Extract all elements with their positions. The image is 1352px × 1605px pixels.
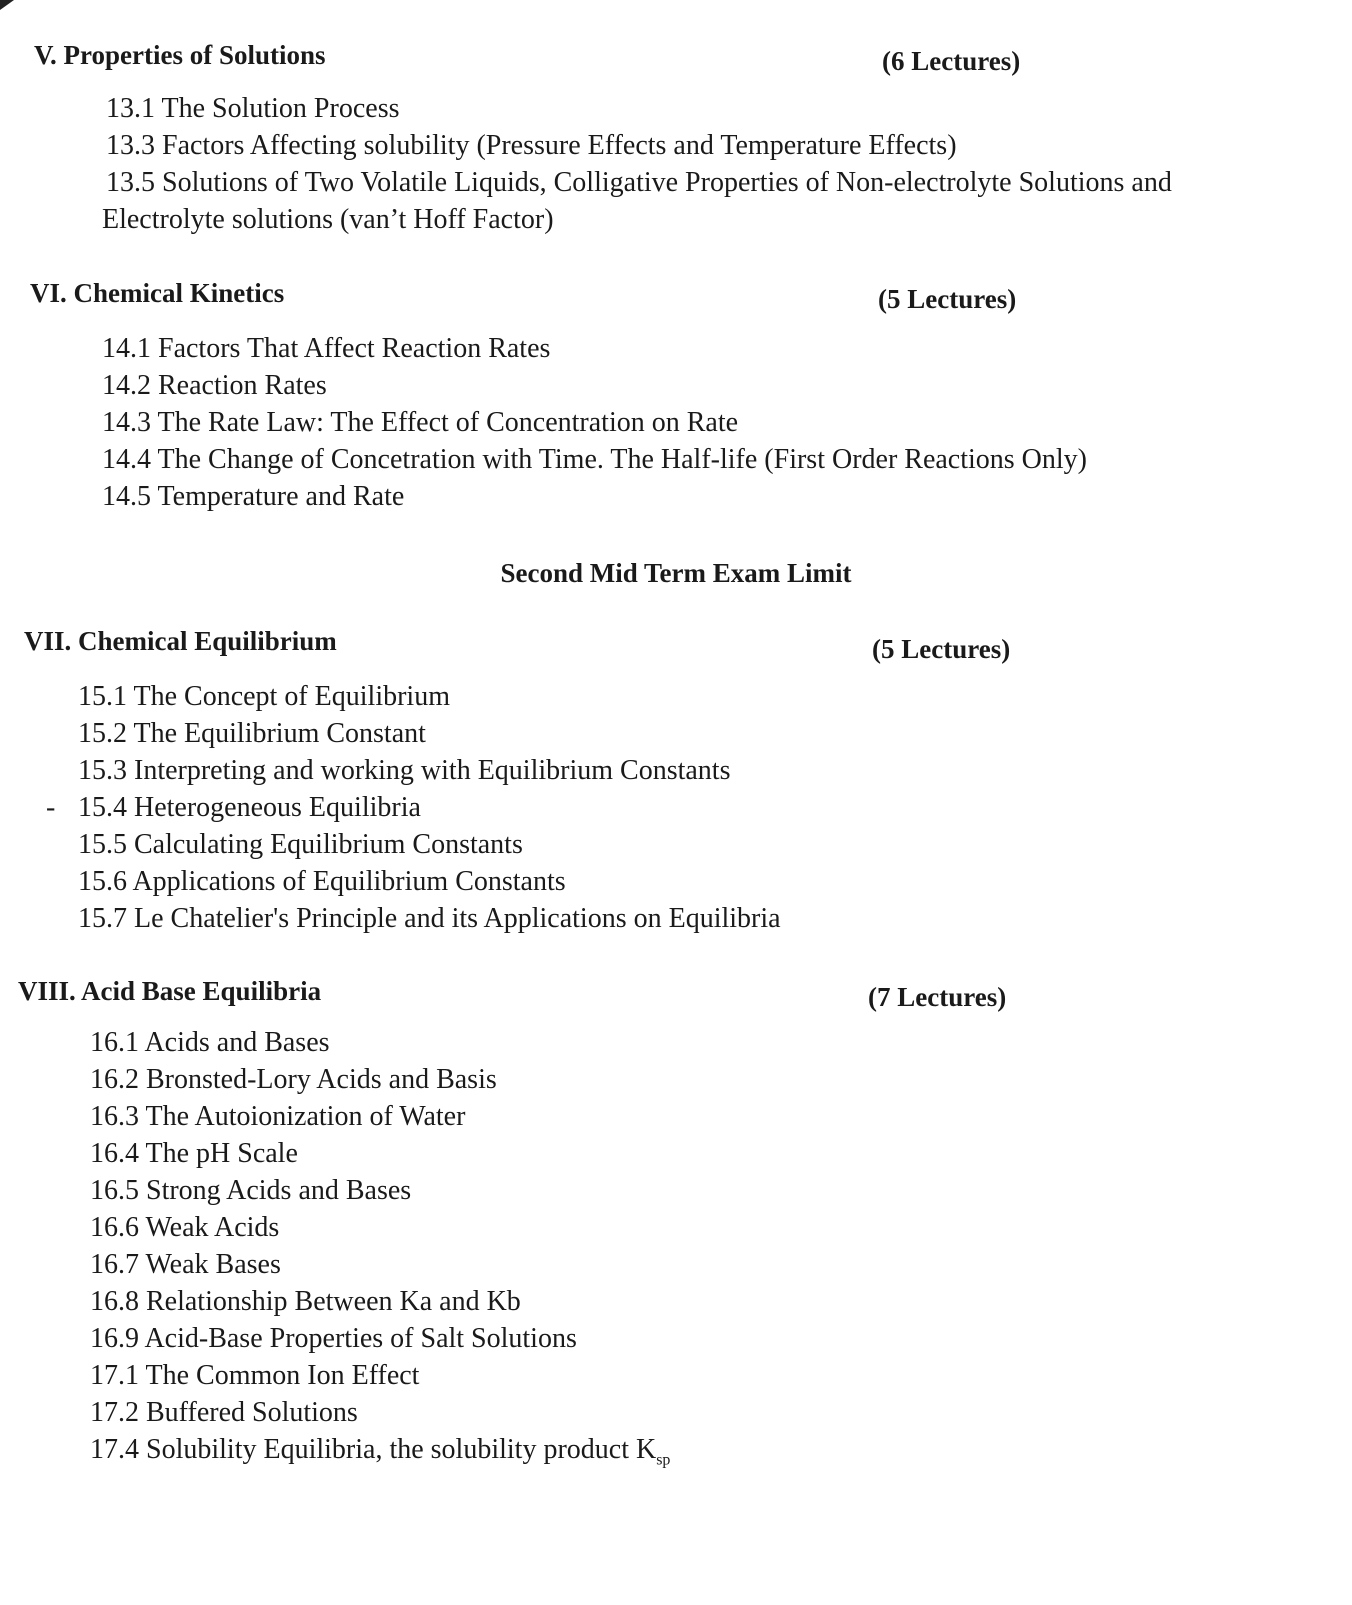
- topic-list: [90, 1024, 670, 1479]
- list-item: 15.3 Interpreting and working with Equilibrium Constants: [78, 755, 731, 786]
- dash-mark: -: [46, 792, 56, 823]
- list-item: 17.1 The Common Ion Effect: [90, 1360, 420, 1391]
- list-item: 14.5 Temperature and Rate: [102, 481, 405, 512]
- list-item: [102, 164, 1336, 238]
- topic-list: [102, 90, 1336, 238]
- list-item: 13.3 Factors Affecting solubility (Pressure Effects and Temperature Effects): [106, 130, 957, 161]
- section-title: V. Properties of Solutions: [34, 40, 326, 70]
- list-item: 15.5 Calculating Equilibrium Constants: [78, 829, 523, 860]
- list-item: 16.9 Acid-Base Properties of Salt Solutions: [90, 1323, 577, 1354]
- lecture-count: (6 Lectures): [882, 46, 1021, 76]
- list-item: 16.3 The Autoionization of Water: [90, 1101, 466, 1132]
- list-item: 13.1 The Solution Process: [106, 93, 400, 124]
- list-item-text: 17.4 Solubility Equilibria, the solubility product K: [90, 1434, 657, 1465]
- list-item-text: 13.5 Solutions of Two Volatile Liquids, Colligative Properties of Non-electrolyte Solutions and: [106, 167, 1172, 198]
- list-item: 14.4 The Change of Concetration with Time. The Half-life (First Order Reactions Only): [102, 444, 1088, 475]
- list-item: 15.2 The Equilibrium Constant: [78, 718, 426, 749]
- section-title: VIII. Acid Base Equilibria: [18, 976, 322, 1006]
- list-item: 16.8 Relationship Between Ka and Kb: [90, 1286, 521, 1317]
- list-item-continuation: Electrolyte solutions (van’t Hoff Factor): [102, 204, 554, 235]
- ksp-subscript: sp: [656, 1451, 671, 1469]
- list-item: 16.7 Weak Bases: [90, 1249, 281, 1280]
- lecture-count: (7 Lectures): [868, 982, 1007, 1012]
- list-item: 14.2 Reaction Rates: [102, 370, 327, 401]
- list-item: 16.6 Weak Acids: [90, 1212, 280, 1243]
- list-item: 14.3 The Rate Law: The Effect of Concentration on Rate: [102, 407, 739, 438]
- list-item: 16.4 The pH Scale: [90, 1138, 298, 1169]
- list-item: [46, 789, 781, 826]
- list-item: 15.1 The Concept of Equilibrium: [78, 681, 450, 712]
- list-item: 15.6 Applications of Equilibrium Constants: [78, 866, 566, 897]
- topic-list: [102, 330, 1087, 515]
- list-item: 16.2 Bronsted-Lory Acids and Basis: [90, 1064, 497, 1095]
- list-item: 17.2 Buffered Solutions: [90, 1397, 358, 1428]
- scan-corner-mark: [0, 0, 14, 10]
- section-title: VI. Chemical Kinetics: [30, 278, 285, 308]
- list-item: 15.7 Le Chatelier's Principle and its Applications on Equilibria: [78, 903, 781, 934]
- list-item: 16.1 Acids and Bases: [90, 1027, 330, 1058]
- lecture-count: (5 Lectures): [878, 284, 1017, 314]
- lecture-count: (5 Lectures): [872, 634, 1011, 664]
- midterm-limit-heading: Second Mid Term Exam Limit: [500, 558, 852, 588]
- list-item: 14.1 Factors That Affect Reaction Rates: [102, 333, 551, 364]
- list-item: 16.5 Strong Acids and Bases: [90, 1175, 412, 1206]
- section-title: VII. Chemical Equilibrium: [24, 626, 337, 656]
- list-item-text: 15.4 Heterogeneous Equilibria: [78, 792, 421, 823]
- topic-list: [46, 678, 781, 937]
- list-item: [90, 1431, 670, 1479]
